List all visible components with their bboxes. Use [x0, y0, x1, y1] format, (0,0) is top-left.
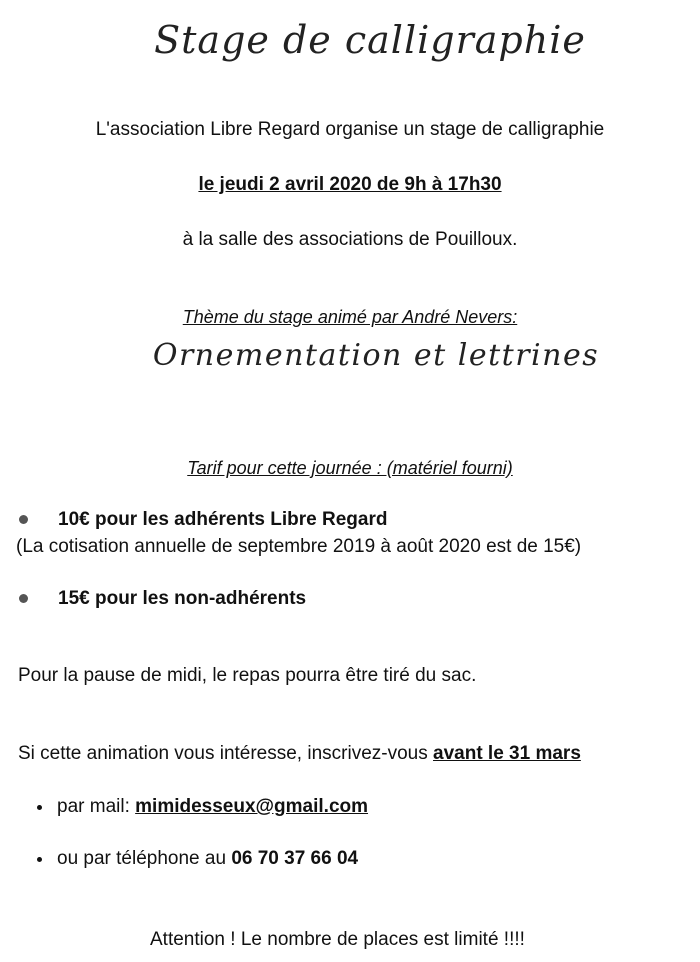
email-link[interactable]: mimidesseux@gmail.com	[135, 796, 369, 817]
phone-label: ou par téléphone au	[57, 848, 232, 869]
phone-number: 06 70 37 66 04	[231, 848, 359, 869]
price-non-members: 15€ pour les non-adhérents	[58, 588, 307, 609]
bullet-icon	[37, 857, 42, 862]
register-deadline: avant le 31 mars	[433, 743, 581, 764]
phone-line	[57, 847, 358, 871]
register-text: Si cette animation vous intéresse, inscrivez-vous	[18, 743, 434, 764]
theme-label: Thème du stage animé par André Nevers:	[182, 307, 518, 327]
price-members: 10€ pour les adhérents Libre Regard	[58, 509, 388, 530]
register-line	[18, 742, 581, 766]
date-line: le jeudi 2 avril 2020 de 9h à 17h30	[198, 174, 502, 195]
bullet-icon	[19, 594, 28, 603]
lunch-text: Pour la pause de midi, le repas pourra être tiré du sac.	[18, 665, 477, 686]
intro-text: L'association Libre Regard organise un stage de calligraphie	[95, 119, 605, 140]
mail-label: par mail:	[57, 796, 136, 817]
warning-text: Attention ! Le nombre de places est limité !!!!	[150, 929, 525, 950]
page-title: Stage de calligraphie	[154, 18, 586, 62]
theme-title: Ornementation et lettrines	[152, 338, 600, 373]
location-text: à la salle des associations de Pouilloux.	[182, 229, 518, 250]
tarif-label: Tarif pour cette journée : (matériel fourni)	[187, 458, 513, 478]
mail-line	[57, 795, 368, 819]
bullet-icon	[37, 805, 42, 810]
bullet-icon	[19, 515, 28, 524]
cotisation-note: (La cotisation annuelle de septembre 2019 à août 2020 est de 15€)	[16, 536, 582, 557]
